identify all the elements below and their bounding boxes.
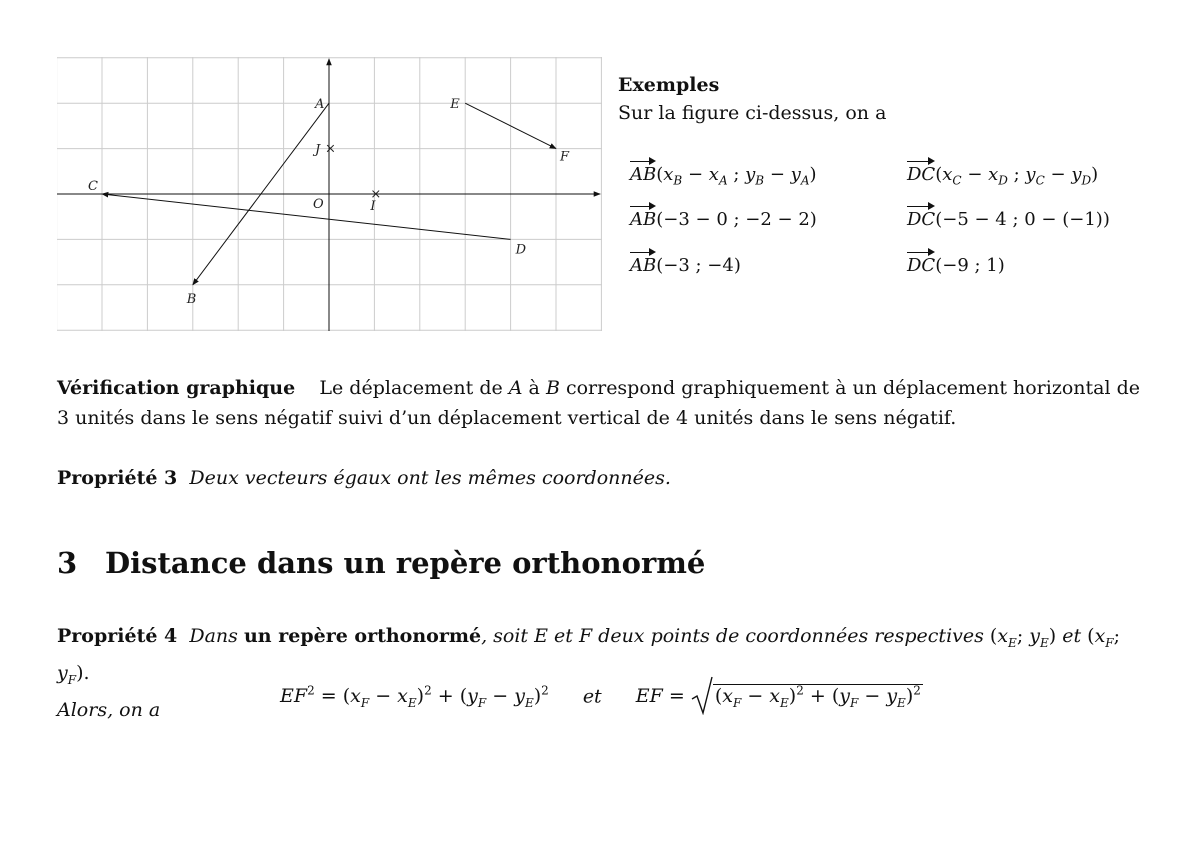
example-right-3: DC(−9 ; 1) bbox=[907, 255, 1005, 276]
formula-separator: et bbox=[582, 685, 602, 708]
verification-text: Le déplacement de A à B correspond graphiquement à un déplacement horizontal de 3 unités dans le sens négatif suivi d’un déplacement vertical de 4 unités dans le sens négatif. bbox=[57, 377, 1141, 429]
example-left-1: $AB(x_B - x_A$ ; $y_B - y_A$) bbox=[630, 164, 817, 188]
point-label-b: B bbox=[186, 291, 197, 307]
square-root: $(x_F - x_E)^2 + (y_F - y_E)^2$ bbox=[691, 681, 923, 710]
point-label-d: D bbox=[515, 242, 527, 258]
property-4-bold: un repère orthonormé bbox=[243, 625, 482, 647]
example-right-2: DC(−5 − 4 ; 0 − (−1)) bbox=[907, 209, 1110, 230]
property-4-line2: Alors, on a bbox=[57, 698, 161, 721]
tick-i-mark: × bbox=[370, 187, 382, 202]
point-label-c: C bbox=[88, 179, 98, 194]
point-label-i: I bbox=[370, 199, 376, 214]
property-4: Propriété 4 Dans un repère orthonormé, soit E et F deux points de coordonnées respectives ($x_E$; $y_E$) et ($x_F$; $y_F$). Alors, on a bbox=[57, 625, 1121, 721]
formula-right: EF = $(x_F - x_E)^2 + (y_F - y_E)^2$ bbox=[636, 685, 923, 707]
point-label-j: J bbox=[315, 142, 321, 158]
section-title: Distance dans un repère orthonormé bbox=[105, 546, 706, 580]
verification-paragraph bbox=[57, 373, 1147, 433]
example-left-3: AB(−3 ; −4) bbox=[630, 255, 741, 276]
example-left-2: AB(−3 − 0 ; −2 − 2) bbox=[630, 209, 817, 230]
coordinate-grid bbox=[57, 57, 602, 331]
point-label-e: E bbox=[450, 97, 460, 113]
verification-label: Vérification graphique bbox=[57, 377, 296, 399]
property-3-text: Deux vecteurs égaux ont les mêmes coordonnées. bbox=[189, 467, 671, 489]
examples-title: Exemples bbox=[618, 74, 720, 96]
example-right-1: $DC(x_C - x_D$ ; $y_C - y_D$) bbox=[907, 164, 1099, 188]
section-number: 3 bbox=[57, 546, 78, 580]
point-label-a: A bbox=[315, 97, 325, 113]
point-label-f: F bbox=[560, 149, 570, 165]
formula-left: $EF^2 = (x_F - x_E)^2 + (y_F - y_E)^2$ bbox=[280, 684, 549, 711]
examples-intro: Sur la figure ci-dessus, on a bbox=[618, 102, 887, 124]
property-4-text-before: Dans bbox=[189, 625, 238, 647]
property-3 bbox=[57, 463, 671, 493]
vector-DC bbox=[102, 194, 511, 239]
section-heading bbox=[57, 546, 705, 580]
vector-figure bbox=[57, 57, 602, 331]
point-label-o: O bbox=[313, 197, 324, 212]
tick-j-mark: × bbox=[325, 141, 336, 157]
property-3-label: Propriété 3 bbox=[57, 467, 178, 489]
distance-formula bbox=[280, 681, 923, 710]
property-4-label: Propriété 4 bbox=[57, 625, 178, 647]
